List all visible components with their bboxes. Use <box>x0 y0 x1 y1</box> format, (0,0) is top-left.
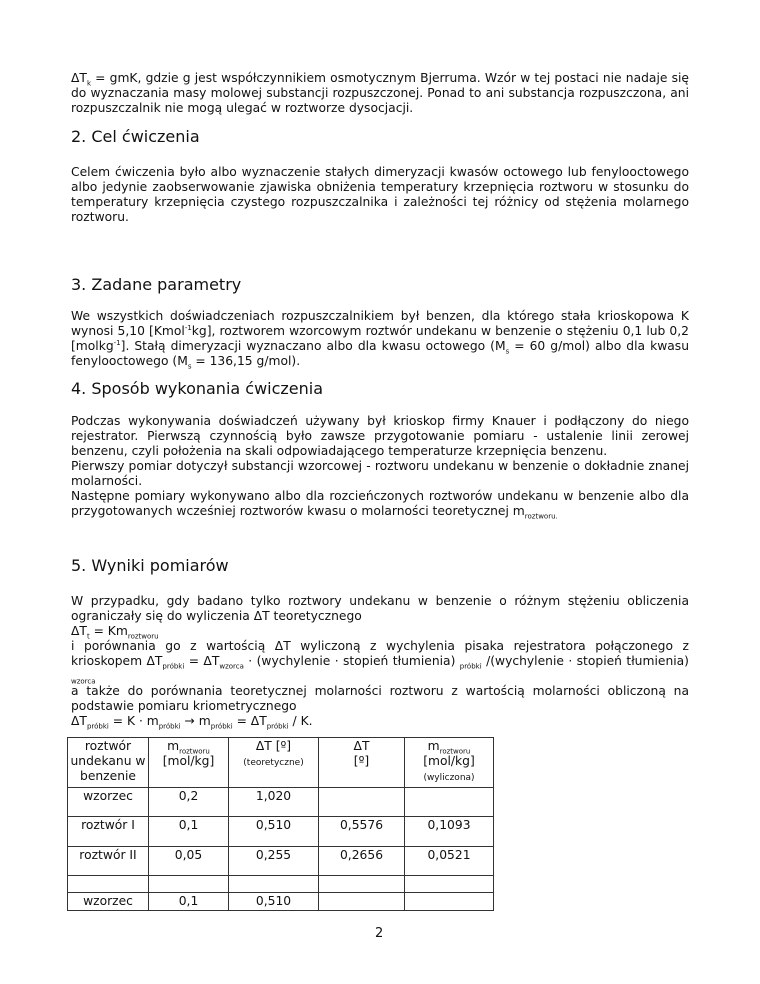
superscript: -1 <box>184 323 192 332</box>
text-segment: a także do porównania teoretycznej molarności roztworu z wartością molarności obliczoną na podstawie pomiaru kriometrycznego <box>71 684 689 713</box>
header-main: m <box>167 739 180 753</box>
subscript: roztworu <box>439 747 471 756</box>
table-cell: 0,2656 <box>319 847 405 876</box>
text-segment: Podczas wykonywania doświadczeń używany był krioskop firmy Knauer i podłączony do niego rejestrator. Pierwszą czynnością było zawsze przygotowanie pomiaru - ustalenie linii zerowej benzenu, czyli położenia na skali odpowiadającego temperaturze krzepnięcia benzenu. <box>71 414 689 458</box>
table-header-cell <box>68 738 149 788</box>
paragraph-cel <box>71 165 689 225</box>
paragraph-wyniki <box>71 594 689 729</box>
table-cell: 0,255 <box>229 847 319 876</box>
table-cell: 0,0521 <box>405 847 494 876</box>
text-segment: · (wychylenie · stopień tłumienia) <box>243 654 460 668</box>
table-cell <box>68 876 149 893</box>
text-segment: ΔT <box>71 624 87 638</box>
subscript: próbki <box>158 722 181 731</box>
text-line <box>71 684 689 714</box>
table-cell: 0,2 <box>149 788 229 817</box>
table-header-cell <box>405 738 494 788</box>
table-cell: roztwór II <box>68 847 149 876</box>
table-cell: 0,1 <box>149 893 229 911</box>
table-cell <box>405 893 494 911</box>
text-segment: = ΔT <box>232 714 267 728</box>
subscript: wzorca <box>71 677 96 686</box>
header-unit: [mol/kg] <box>162 754 215 768</box>
heading-cel: 2. Cel ćwiczenia <box>71 127 200 146</box>
table-header-cell <box>149 738 229 788</box>
text-line <box>71 414 689 459</box>
header-note: (teoretyczne) <box>243 758 304 768</box>
table-cell: 0,1 <box>149 817 229 847</box>
table-cell: wzorzec <box>68 893 149 911</box>
text-line <box>71 71 689 116</box>
table-row <box>68 876 494 893</box>
header-unit: [mol/kg] <box>423 754 475 768</box>
text-line <box>71 165 689 225</box>
subscript: k <box>86 79 91 88</box>
subscript: roztworu <box>179 747 210 756</box>
table-cell: 0,5576 <box>319 817 405 847</box>
text-segment: i porównania go z wartością ΔT wyliczoną z wychylenia pisaka rejestratora połączonego z krioskopem ΔT <box>71 639 689 668</box>
subscript: t <box>86 632 90 641</box>
text-segment: ]. Stałą dimeryzacji wyznaczano albo dla kwasu octowego (M <box>120 339 506 353</box>
table-cell: 0,05 <box>149 847 229 876</box>
text-line <box>71 624 689 639</box>
subscript: próbki <box>210 722 233 731</box>
text-segment: = ΔT <box>184 654 220 668</box>
subscript: s <box>187 362 192 371</box>
table-cell <box>229 876 319 893</box>
table-cell <box>319 893 405 911</box>
text-segment: / K. <box>288 714 313 728</box>
subscript: s <box>505 347 510 356</box>
text-line <box>71 594 689 624</box>
table-cell: 0,1093 <box>405 817 494 847</box>
text-line <box>71 714 689 729</box>
text-line <box>71 459 689 489</box>
table-cell <box>319 788 405 817</box>
superscript: -1 <box>113 338 121 347</box>
text-line <box>71 309 689 369</box>
paragraph-bjerrum <box>71 71 689 116</box>
text-segment: = gmK, gdzie g jest współczynnikiem osmotycznym Bjerruma. Wzór w tej postaci nie nadaje się do wyznaczania masy molowej substancji rozpuszczonej. Ponad to ani substancja rozpuszczona, ani rozpuszczalnik nie mogą ulegać w roztworze dysocjacji. <box>71 71 689 115</box>
heading-parametry: 3. Zadane parametry <box>71 275 242 294</box>
text-segment: Pierwszy pomiar dotyczył substancji wzorcowej - roztworu undekanu w benzenie o dokładnie znanej molarności. <box>71 459 689 488</box>
subscript: roztworu. <box>524 512 558 521</box>
table-row <box>68 847 494 876</box>
table-cell <box>149 876 229 893</box>
subscript: próbki <box>86 722 109 731</box>
table-row <box>68 817 494 847</box>
text-segment: ΔT <box>71 714 87 728</box>
text-segment: = K · m <box>108 714 159 728</box>
header-note: (wyliczona) <box>423 773 475 783</box>
subscript: próbki <box>459 662 482 671</box>
heading-wyniki: 5. Wyniki pomiarów <box>71 556 229 575</box>
table-row <box>68 893 494 911</box>
text-segment: kg], roztworem wzorcowym roztwór undekanu w benzenie o stężeniu 0,1 lub 0,2 [molkg <box>71 324 689 353</box>
header-main: ΔT <box>353 739 370 753</box>
text-segment: = Km <box>89 624 128 638</box>
table-cell: 0,510 <box>229 893 319 911</box>
table-header-cell <box>229 738 319 788</box>
table-header-cell <box>319 738 405 788</box>
header-unit: [º] <box>353 754 370 768</box>
text-segment: ΔT <box>71 71 87 85</box>
subscript: roztworu <box>127 632 159 641</box>
table-header-row <box>68 738 494 788</box>
table-cell: roztwór I <box>68 817 149 847</box>
page-number: 2 <box>375 926 384 941</box>
text-segment: Celem ćwiczenia było albo wyznaczenie stałych dimeryzacji kwasów octowego lub fenylooctowego albo jedynie zaobserwowanie zjawiska obniżenia temperatury krzepnięcia roztworu w stosunku do temperatury krzepnięcia czystego rozpuszczalnika i zależności tej różnicy od stężenia molarnego roztworu. <box>71 165 689 224</box>
text-segment: Następne pomiary wykonywano albo dla rozcieńczonych roztworów undekanu w benzenie albo dla przygotowanych wcześniej roztworów kwasu o molarności teoretycznej m <box>71 489 689 518</box>
table-row <box>68 788 494 817</box>
text-segment: We wszystkich doświadczeniach rozpuszczalnikiem był benzen, dla którego stała krioskopowa K wynosi 5,10 [Kmol <box>71 309 689 338</box>
text-segment: W przypadku, gdy badano tylko roztwory undekanu w benzenie o różnym stężeniu obliczenia ograniczały się do wyliczenia ΔT teoretycznego <box>71 594 689 623</box>
subscript: próbki <box>266 722 289 731</box>
paragraph-parametry <box>71 309 689 369</box>
header-main: roztwór undekanu w benzenie <box>70 739 146 783</box>
table-cell <box>405 876 494 893</box>
header-main: m <box>427 739 440 753</box>
table-cell <box>405 788 494 817</box>
text-line <box>71 639 689 684</box>
text-segment: = 60 g/mol) albo dla kwasu fenylooctowego (M <box>71 339 689 368</box>
text-line <box>71 489 689 519</box>
table-cell <box>319 876 405 893</box>
text-segment: /(wychylenie · stopień tłumienia) <box>481 654 689 668</box>
text-segment: = 136,15 g/mol). <box>191 354 301 368</box>
table-cell: wzorzec <box>68 788 149 817</box>
results-table <box>67 737 494 911</box>
table-cell: 1,020 <box>229 788 319 817</box>
subscript: wzorca <box>219 662 244 671</box>
table-cell: 0,510 <box>229 817 319 847</box>
paragraph-sposob <box>71 414 689 519</box>
text-segment: → m <box>180 714 211 728</box>
header-main: ΔT [º] <box>255 739 292 753</box>
subscript: próbki <box>162 662 185 671</box>
heading-sposob: 4. Sposób wykonania ćwiczenia <box>71 379 324 398</box>
